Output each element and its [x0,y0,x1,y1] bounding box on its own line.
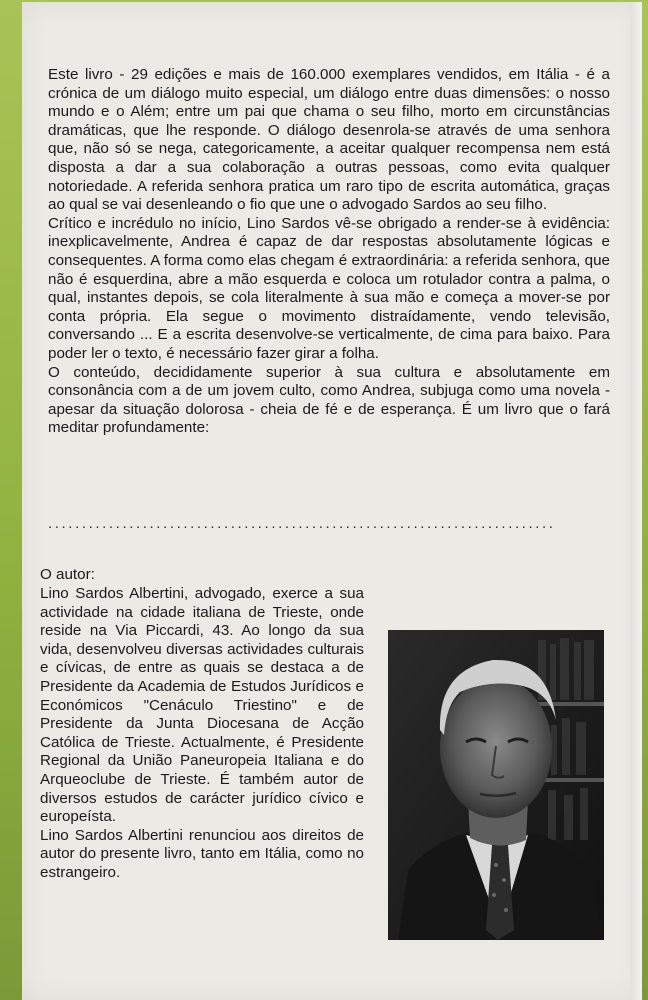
blurb-paragraph-1: Este livro - 29 edições e mais de 160.000 exemplares vendidos, em Itália - é a crónica de um diálogo muito especial, um diálogo entre duas dimensões: o nosso mundo e o Além; entre um pai que chama o seu filho, morto em circunstâncias dramáticas, que lhe responde. O diálogo desenrola-se através de uma senhora que, não só se nega, categoricamente, a aceitar qualquer recompensa nem está disposta a dar a sua colaboração a outras pessoas, como evita qualquer notoriedade. A referida senhora pratica um raro tipo de escrita automática, graças ao qual se vai desenleando o fio que une o advogado Sardos ao seu filho. [48,66,610,214]
author-portrait-image [388,630,604,940]
author-photo [388,630,604,940]
blurb-paragraph-3: O conteúdo, decididamente superior à sua cultura e absolutamente em consonância com a de um jovem culto, como Andrea, subjuga como uma novela - apesar da situação dolorosa - cheia de fé e de esperança. É um livro que o fará meditar profundamente: [48,363,610,437]
author-bio-paragraph-2: Lino Sardos Albertini renunciou aos direitos de autor do presente livro, tanto em Itália, como no estrangeiro. [40,826,364,881]
page-edge [630,2,642,1000]
dotted-divider: ........................................................................... [48,515,556,532]
blurb-text [48,66,610,438]
author-bio [40,585,364,883]
blurb-paragraph-2: Crítico e incrédulo no início, Lino Sardos vê-se obrigado a render-se à evidência: inexplicavelmente, Andrea é capaz de dar respostas absolutamente lógicas e consequentes. A forma como elas chegam é extraordinária: a referida senhora, que não é esquerdina, abre a mão esquerda e coloca um rotulador contra a palma, o qual, instantes depois, se cola literalmente à sua mão e começa a mover-se por conta própria. Ela segue o movimento distraídamente, vendo televisão, conversando ... E a escrita desenvolve-se verticalmente, de cima para baixo. Para poder ler o texto, é necessário fazer girar a folha. [48,214,610,362]
author-heading: O autor: [40,566,95,583]
author-bio-paragraph-1: Lino Sardos Albertini, advogado, exerce a sua actividade na cidade italiana de Trieste, onde reside na Via Piccardi, 43. Ao longo da sua vida, desenvolveu diversas actividades culturais e cívicas, de entre as quais se destaca a de Presidente da Academia de Estudos Jurídicos e Económicos "Cenáculo Triestino" e de Presidente da Junta Diocesana de Acção Católica de Trieste. Actualmente, é Presidente Regional da União Paneuropeia Italiana e do Arqueoclube de Trieste. É também autor de diversos estudos de carácter jurídico cívico e europeísta. [40,585,364,826]
